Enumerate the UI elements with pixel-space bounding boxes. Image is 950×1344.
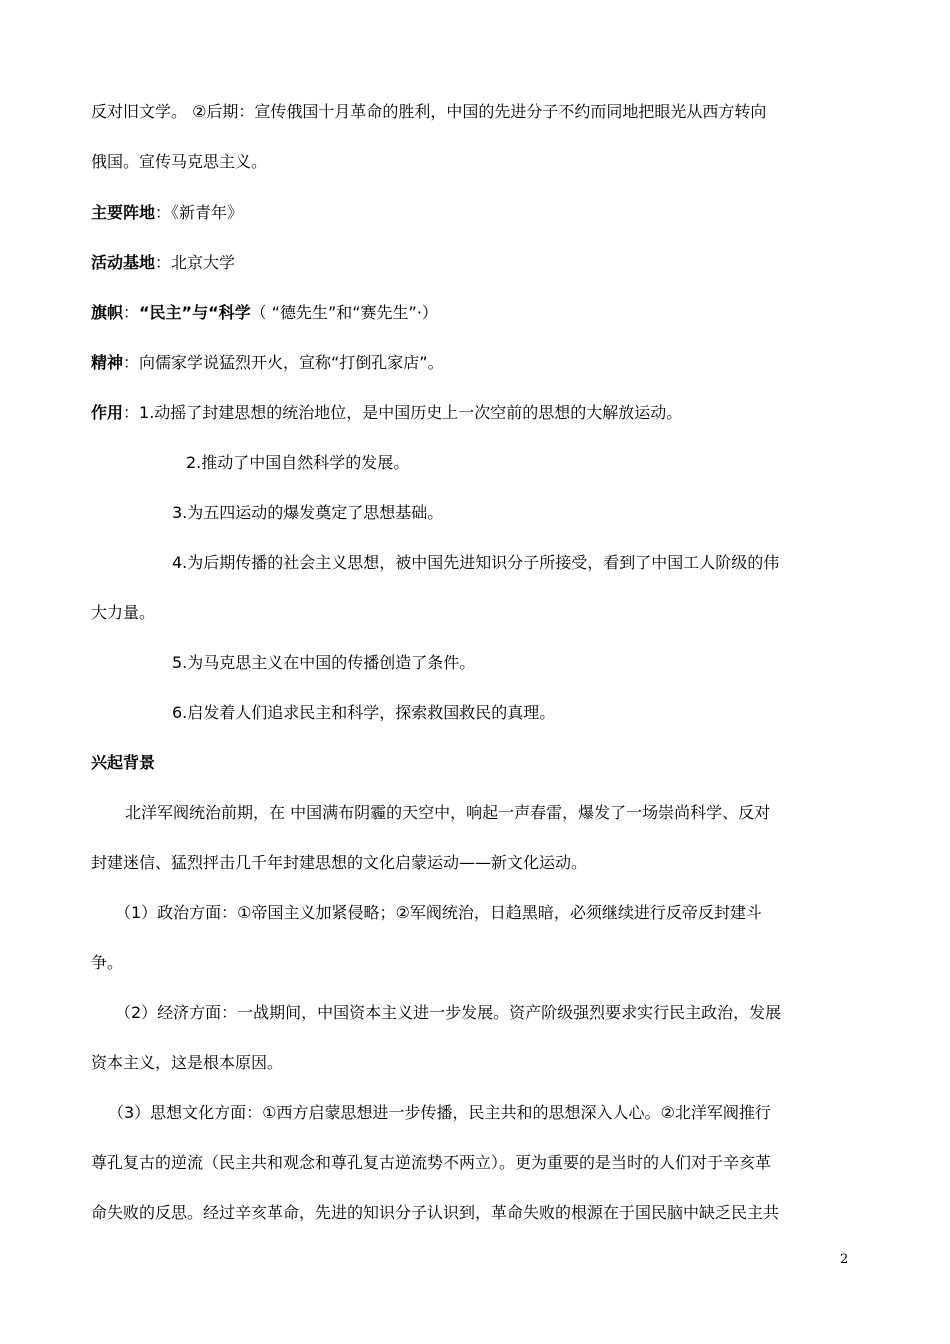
label-main-position: 主要阵地 <box>91 203 156 222</box>
value-main-position: ：《新青年》 <box>155 203 244 222</box>
paragraph-line: 封建迷信、猛烈抨击几千年封建思想的文化启蒙运动——新文化运动。 <box>91 853 588 872</box>
value-spirit: ：向儒家学说猛烈开火，宣称“打倒孔家店”。 <box>123 353 444 372</box>
paragraph-line-culture: （3）思想文化方面：①西方启蒙思想进一步传播，民主共和的思想深入人心。②北洋军阀推行 <box>108 1103 771 1122</box>
text-line-main-position <box>91 201 864 225</box>
text-line-spirit <box>91 351 864 375</box>
effect-item-4-cont: 大力量。 <box>91 603 156 622</box>
banner-slogan: “民主”与“科学 <box>139 303 251 322</box>
page-number: 2 <box>840 1252 849 1267</box>
text-line-activity-base <box>91 251 864 275</box>
paragraph-line-politics: （1）政治方面：①帝国主义加紧侵略；②军阀统治，日趋黑暗，必须继续进行反帝反封建斗 <box>115 903 762 922</box>
paragraph-line: 资本主义，这是根本原因。 <box>91 1053 284 1072</box>
effect-item-5: 5.为马克思主义在中国的传播创造了条件。 <box>172 653 476 672</box>
paragraph-line: 尊孔复古的逆流（民主共和观念和尊孔复古逆流势不两立）。更为重要的是当时的人们对于辛亥革 <box>91 1153 772 1172</box>
label-activity-base: 活动基地 <box>91 253 156 272</box>
value-activity-base: ：北京大学 <box>155 253 236 272</box>
value-effect: ：1.动摇了封建思想的统治地位，是中国历史上一次空前的思想的大解放运动。 <box>123 403 683 422</box>
banner-note: （ “德先生”和“赛先生”·） <box>250 303 438 322</box>
banner-colon: ： <box>123 303 140 322</box>
paragraph-line-economy: （2）经济方面：一战期间，中国资本主义进一步发展。资产阶级强烈要求实行民主政治，发展 <box>115 1003 782 1022</box>
label-effect: 作用 <box>91 403 124 422</box>
effect-item-6: 6.启发着人们追求民主和科学，探索救国救民的真理。 <box>172 703 556 722</box>
effect-item-4: 4.为后期传播的社会主义思想，被中国先进知识分子所接受，看到了中国工人阶级的伟 <box>172 553 780 572</box>
effect-item-3: 3.为五四运动的爆发奠定了思想基础。 <box>172 503 444 522</box>
section-heading: 兴起背景 <box>91 753 156 772</box>
paragraph-line: 争。 <box>91 953 124 972</box>
paragraph-line: 北洋军阀统治前期，在 中国满布阴霾的天空中，响起一声春雷，爆发了一场崇尚科学、反对 <box>125 803 771 822</box>
paragraph-line: 命失败的反思。经过辛亥革命，先进的知识分子认识到，革命失败的根源在于国民脑中缺乏民主共 <box>91 1203 780 1222</box>
effect-item-2: 2.推动了中国自然科学的发展。 <box>186 453 410 472</box>
text-line-effect <box>91 401 864 425</box>
text-line-banner <box>91 301 864 325</box>
text-line: 俄国。宣传马克思主义。 <box>91 152 268 171</box>
text-line: 反对旧文学。 ②后期：宣传俄国十月革命的胜利，中国的先进分子不约而同地把眼光从西方转向 <box>91 102 767 121</box>
label-banner: 旗帜 <box>91 303 124 322</box>
label-spirit: 精神 <box>91 353 124 372</box>
